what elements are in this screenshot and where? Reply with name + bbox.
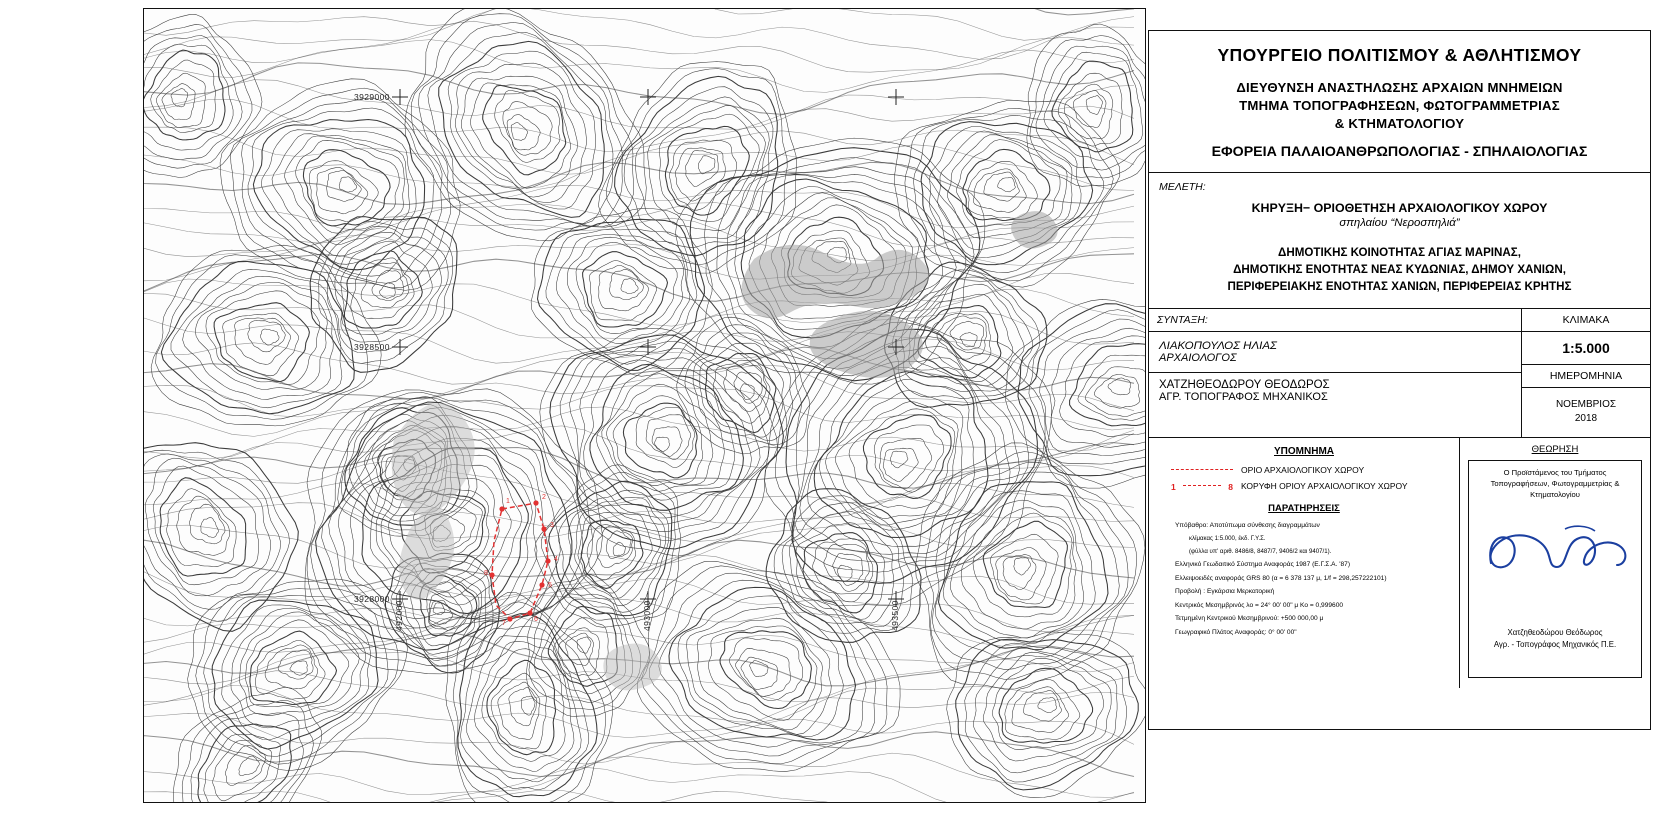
location-line-2: ΔΗΜΟΤΙΚΗΣ ΕΝΟΤΗΤΑΣ ΝΕΑΣ ΚΥΔΩΝΙΑΣ, ΔΗΜΟΥ ΧΑΝΙΩΝ,	[1233, 263, 1566, 277]
authors-column	[1149, 309, 1522, 437]
site-vertex-label: 7	[502, 620, 506, 627]
observation-line: Υπόβαθρο: Αποτύπωμα σύνθεσης διαγραμμάτων	[1175, 521, 1320, 529]
date-value	[1522, 388, 1650, 437]
observation-line: (φύλλα υπ' αριθ. 8486/8, 8487/7, 9406/2 και 9407/1).	[1189, 548, 1332, 556]
ephorate-title: ΕΦΟΡΕΙΑ ΠΑΛΑΙΟΑΝΘΡΩΠΟΛΟΓΙΑΣ - ΣΠΗΛΑΙΟΛΟΓΙΑΣ	[1211, 144, 1588, 161]
observation-line: Προβολή : Εγκάρσια Μερκατορική	[1175, 588, 1275, 596]
approval-role-line-3: Κτηματολογίου	[1530, 489, 1580, 499]
study-section	[1149, 173, 1650, 308]
site-vertex-label: 4	[554, 556, 558, 563]
approval-signer	[1469, 627, 1641, 650]
legend-item-vertex-label: ΚΟΡΥΦΗ ΟΡΙΟΥ ΑΡΧΑΙΟΛΟΓΙΚΟΥ ΧΩΡΟΥ	[1241, 480, 1408, 491]
date-month: ΝΟΕΜΒΡΙΟΣ	[1555, 398, 1617, 410]
author-2	[1149, 373, 1521, 413]
site-vertex-label: 5	[548, 582, 552, 589]
ministry-title: ΥΠΟΥΡΓΕΙΟ ΠΟΛΙΤΙΣΜΟΥ & ΑΘΛΗΤΙΣΜΟΥ	[1217, 45, 1582, 65]
syntaxi-label: ΣΥΝΤΑΞΗ:	[1149, 309, 1521, 332]
legend-item-boundary	[1159, 465, 1449, 475]
approval-signer-title: Αγρ. - Τοπογράφος Μηχανικός Π.Ε.	[1493, 640, 1617, 650]
study-label: ΜΕΛΕΤΗ:	[1159, 181, 1206, 194]
site-vertex-label: 1	[506, 498, 510, 505]
title-block	[1148, 30, 1651, 730]
grid-label-easting: 493500	[890, 600, 900, 631]
approval-role-line-2: Τοπογραφήσεων, Φωτογραμμετρίας &	[1490, 478, 1620, 488]
legend-and-approval-section	[1149, 438, 1650, 688]
topographic-map-panel[interactable]	[143, 8, 1146, 803]
scale-label: ΚΛΙΜΑΚΑ	[1522, 309, 1650, 332]
observation-line: Ελλειψοειδές αναφοράς GRS 80 (α = 6 378 137 μ, 1/f = 298,257222101)	[1175, 574, 1387, 582]
scale-value: 1:5.000	[1522, 332, 1650, 365]
author-2-name: ΧΑΤΖΗΘΕΟΔΩΡΟΥ ΘΕΟΔΩΡΟΣ	[1159, 378, 1330, 391]
author-1	[1149, 332, 1521, 373]
metadata-section	[1149, 309, 1650, 438]
observation-line: Ελληνικό Γεωδαιτικό Σύστημα Αναφοράς 1987 (Ε.Γ.Σ.Α. '87)	[1175, 561, 1351, 569]
grid-label-easting: 492000	[394, 600, 404, 631]
author-2-role: ΑΓΡ. ΤΟΠΟΓΡΑΦΟΣ ΜΗΧΑΝΙΚΟΣ	[1159, 390, 1328, 403]
contour-lines	[144, 9, 1145, 802]
header-section	[1149, 31, 1650, 173]
directorate-line-2: ΤΜΗΜΑ ΤΟΠΟΓΡΑΦΗΣΕΩΝ, ΦΩΤΟΓΡΑΜΜΕΤΡΙΑΣ	[1239, 97, 1560, 113]
site-vertex-label: 3	[550, 522, 554, 529]
legend-item-vertex	[1159, 481, 1449, 491]
site-vertex-label: 8	[484, 570, 488, 577]
site-vertex-label: 6	[534, 616, 538, 623]
observation-line: Γεωγραφικό Πλάτος Αναφοράς: 0° 00' 00"	[1175, 629, 1297, 637]
legend-box	[1149, 438, 1460, 688]
legend-item-boundary-label: ΟΡΙΟ ΑΡΧΑΙΟΛΟΓΙΚΟΥ ΧΩΡΟΥ	[1241, 464, 1365, 475]
author-1-name: ΛΙΑΚΟΠΟΥΛΟΣ ΗΛΙΑΣ	[1159, 339, 1277, 352]
location-line-1: ΔΗΜΟΤΙΚΗΣ ΚΟΙΝΟΤΗΤΑΣ ΑΓΙΑΣ ΜΑΡΙΝΑΣ,	[1278, 246, 1521, 260]
legend-title: ΥΠΟΜΝΗΜΑ	[1274, 445, 1334, 457]
observations-title: ΠΑΡΑΤΗΡΗΣΕΙΣ	[1268, 502, 1340, 514]
approval-title: ΘΕΩΡΗΣΗ	[1531, 443, 1579, 455]
study-subtitle: σπηλαίου “Νεροσπηλιά”	[1339, 217, 1460, 230]
approval-signer-name: Χατζηθεοδώρου Θεόδωρος	[1507, 628, 1603, 638]
study-title: ΚΗΡΥΞΗ− ΟΡΙΟΘΕΤΗΣΗ ΑΡΧΑΙΟΛΟΓΙΚΟΥ ΧΩΡΟΥ	[1251, 201, 1548, 216]
directorate-line-1: ΔΙΕΥΘΥΝΣΗ ΑΝΑΣΤΗΛΩΣΗΣ ΑΡΧΑΙΩΝ ΜΝΗΜΕΙΩΝ	[1236, 80, 1563, 95]
signature-icon	[1469, 517, 1649, 587]
site-vertex-label: 2	[542, 494, 546, 501]
legend-node-start: 1	[1171, 481, 1176, 492]
location-line-3: ΠΕΡΙΦΕΡΕΙΑΚΗΣ ΕΝΟΤΗΤΑΣ ΧΑΝΙΩΝ, ΠΕΡΙΦΕΡΕΙΑΣ ΚΡΗΤΗΣ	[1227, 280, 1572, 294]
scale-date-column	[1522, 309, 1650, 437]
approval-box	[1460, 438, 1650, 688]
directorate-line-3: & ΚΤΗΜΑΤΟΛΟΓΙΟΥ	[1334, 115, 1465, 131]
grid-label-easting: 493000	[642, 600, 652, 631]
date-label: ΗΜΕΡΟΜΗΝΙΑ	[1522, 365, 1650, 388]
legend-node-end: 8	[1228, 481, 1233, 492]
approval-role	[1473, 467, 1637, 500]
dashed-line-icon	[1171, 465, 1233, 475]
grid-label-northing: 3928500	[354, 342, 390, 352]
approval-inner-frame	[1468, 460, 1642, 678]
approval-role-line-1: Ο Προϊστάμενος του Τμήματος	[1503, 467, 1607, 477]
grid-label-northing: 3929000	[354, 92, 390, 102]
observation-line: Τετμημένη Κεντρικού Μεσημβρινού: +500 000,00 μ	[1175, 615, 1324, 623]
vertex-node-icon	[1171, 481, 1233, 491]
grid-label-northing: 3928000	[354, 594, 390, 604]
author-1-role: ΑΡΧΑΙΟΛΟΓΟΣ	[1159, 351, 1237, 364]
date-year: 2018	[1574, 413, 1598, 425]
observation-line: κλίμακας 1:5.000, έκδ. Γ.Υ.Σ.	[1189, 535, 1266, 543]
observation-line: Κεντρικός Μεσημβρινός λο = 24° 00' 00" μ Κο = 0,999600	[1175, 601, 1344, 609]
observations-list	[1159, 522, 1449, 638]
